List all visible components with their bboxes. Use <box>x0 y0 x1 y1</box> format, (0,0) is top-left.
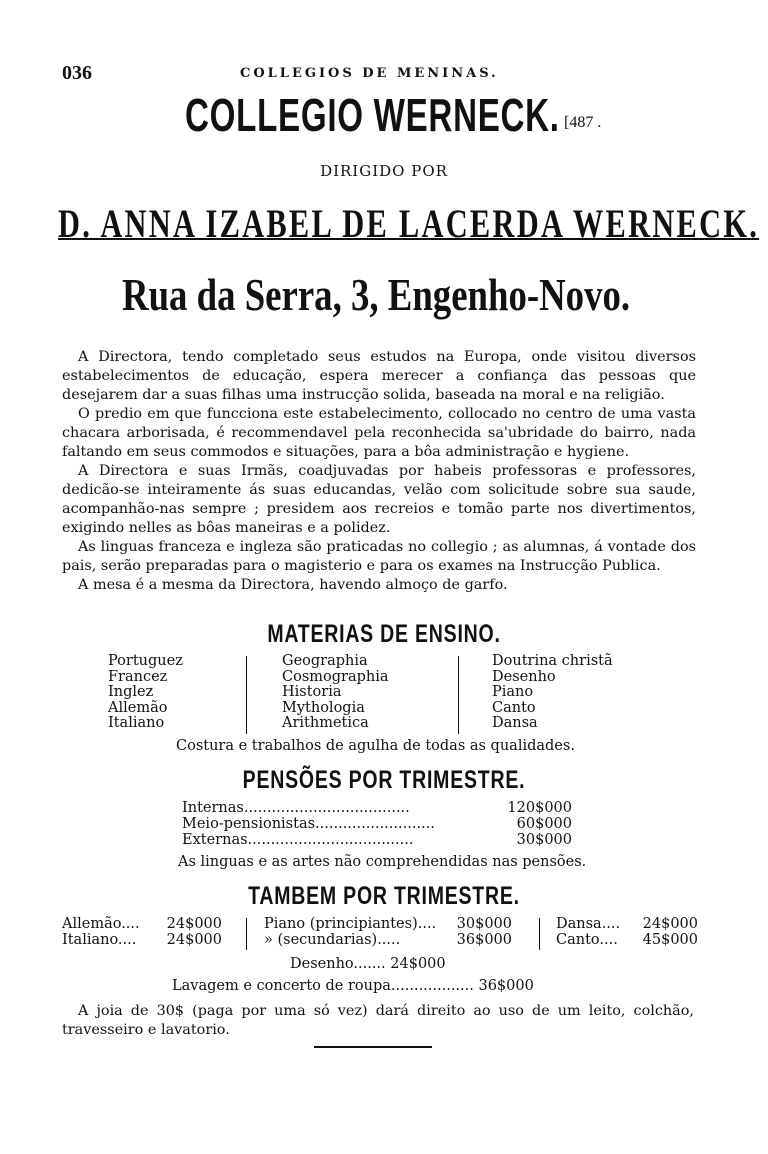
pensoes-note: As linguas e as artes não comprehendidas nas pensões. <box>178 854 587 870</box>
tambem-heading: TAMBEM POR TRIMESTRE. <box>248 882 520 910</box>
directed-by-label: DIRIGIDO POR <box>320 162 448 180</box>
price-label: Lavagem e concerto de roupa.................. <box>172 978 474 994</box>
price-value: 60$000 <box>516 816 572 832</box>
materias-column-1 <box>108 654 183 732</box>
leader-dots: .................................... <box>243 800 410 816</box>
price-label: Internas <box>182 800 244 816</box>
price-label: Externas <box>182 832 248 848</box>
paragraph: A Directora e suas Irmãs, coadjuvadas por habeis professoras e professores, dedicão-se inteiramente ás suas educandas, velão com solicitude sobre sua saude, acompanhão-nas sempre ; presidem aos recreios e tomão parte nos divertimentos, exigindo nelles as bôas maneiras e a polidez. <box>62 463 696 536</box>
subject: Arithmetica <box>282 715 369 732</box>
subject: Piano <box>492 684 534 701</box>
price-row <box>264 932 512 948</box>
price-label: » (secundarias)..... <box>264 932 401 948</box>
price-label: Canto.... <box>556 932 618 948</box>
subject: Allemão <box>108 699 168 716</box>
subject: Historia <box>282 684 342 701</box>
subject: Mythologia <box>282 699 365 716</box>
joia-text <box>62 1002 694 1040</box>
price-value: 24$000 <box>642 916 698 932</box>
sewing-note: Costura e trabalhos de agulha de todas as qualidades. <box>176 738 575 754</box>
lavagem-row <box>172 978 534 994</box>
price-row <box>264 916 512 932</box>
leader-dots: .................................... <box>247 832 414 848</box>
price-value: 24$000 <box>390 956 446 972</box>
subject: Portuguez <box>108 653 183 669</box>
tambem-column-1 <box>62 916 222 948</box>
section-header: COLLEGIOS DE MENINAS. <box>240 66 499 81</box>
price-value: 36$000 <box>478 978 534 994</box>
page-number: 036 <box>62 62 92 84</box>
price-row <box>182 816 572 832</box>
director-name: D. ANNA IZABEL DE LACERDA WERNECK. <box>58 201 760 246</box>
materias-column-2 <box>282 654 389 732</box>
price-value: 24$000 <box>166 916 222 932</box>
subject: Dansa <box>492 715 538 732</box>
price-label: Dansa.... <box>556 916 621 932</box>
subject: Geographia <box>282 653 368 669</box>
materias-heading: MATERIAS DE ENSINO. <box>267 620 501 648</box>
pensoes-heading: PENSÕES POR TRIMESTRE. <box>242 766 526 794</box>
paragraph: A Directora, tendo completado seus estudos na Europa, onde visitou diversos estabelecimentos de educação, espera merecer a confiança das pessoas que desejarem dar a suas filhas uma instrucção solida, baseada na moral e na religião. <box>62 349 696 403</box>
pensoes-table <box>182 800 572 848</box>
price-row <box>182 832 572 848</box>
desenho-row <box>290 956 446 972</box>
price-row <box>182 800 572 816</box>
subject: Francez <box>108 668 168 685</box>
price-row <box>62 932 222 948</box>
paragraph: O predio em que funcciona este estabelecimento, collocado no centro de uma vasta chacara arborisada, é recommendavel pela reconhecida sa'ubridade do bairro, nada faltando em seus commodos e situações, para a bôa administração e hygiene. <box>62 406 696 460</box>
price-value: 120$000 <box>507 800 572 816</box>
column-divider <box>458 656 459 734</box>
subject: Inglez <box>108 684 154 701</box>
price-label: Piano (principiantes).... <box>264 916 437 932</box>
price-value: 30$000 <box>456 916 512 932</box>
materias-column-3 <box>492 654 613 732</box>
column-divider <box>246 656 247 734</box>
paragraph: A mesa é a mesma da Directora, havendo almoço de garfo. <box>78 577 508 593</box>
page-title: COLLEGIO WERNECK. <box>185 89 560 141</box>
end-rule <box>314 1046 432 1048</box>
subject: Cosmographia <box>282 668 389 685</box>
price-row <box>556 932 698 948</box>
price-row <box>62 916 222 932</box>
subject: Canto <box>492 699 536 716</box>
paragraph: A joia de 30$ (paga por uma só vez) dará direito ao uso de um leito, colchão, travesseiro e lavatorio. <box>62 1003 694 1038</box>
tambem-column-3 <box>556 916 698 948</box>
entry-number: [487 . <box>564 114 602 131</box>
subject: Italiano <box>108 715 165 732</box>
subject: Doutrina christã <box>492 653 613 669</box>
body-text <box>62 348 696 595</box>
price-value: 36$000 <box>456 932 512 948</box>
column-divider <box>246 918 247 950</box>
paragraph: As linguas franceza e ingleza são praticadas no collegio ; as alumnas, á vontade dos pais, serão preparadas para o magisterio e para os exames na Instrucção Publica. <box>62 539 696 574</box>
tambem-column-2 <box>264 916 512 948</box>
column-divider <box>539 918 540 950</box>
price-row <box>556 916 698 932</box>
price-label: Allemão.... <box>62 916 140 932</box>
price-value: 24$000 <box>166 932 222 948</box>
price-label: Desenho....... <box>290 956 386 972</box>
price-label: Italiano.... <box>62 932 137 948</box>
subject: Desenho <box>492 668 556 685</box>
leader-dots: .......................... <box>315 816 435 832</box>
price-value: 45$000 <box>642 932 698 948</box>
price-value: 30$000 <box>516 832 572 848</box>
price-label: Meio-pensionistas <box>182 816 316 832</box>
address: Rua da Serra, 3, Engenho-Novo. <box>122 269 631 320</box>
